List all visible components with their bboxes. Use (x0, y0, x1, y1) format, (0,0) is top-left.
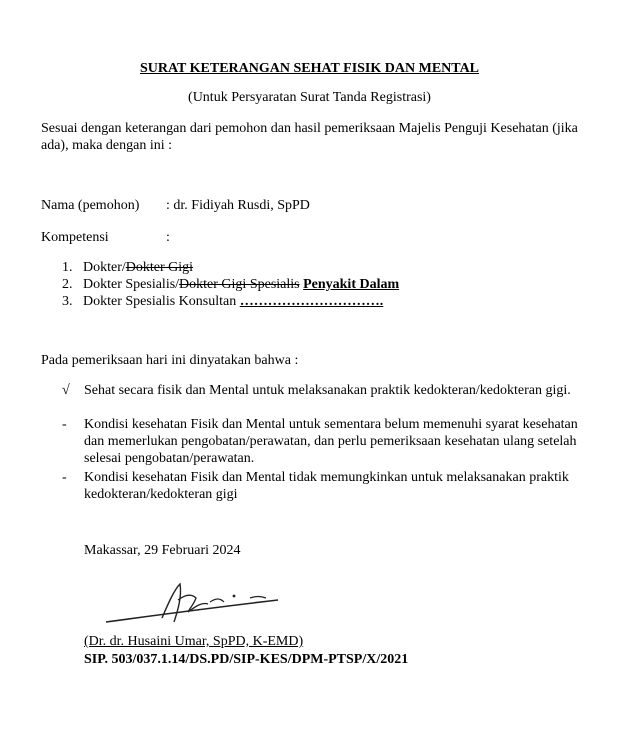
competence-item-2 (62, 276, 399, 293)
dash-mark: - (62, 470, 67, 485)
competence-label: Kompetensi (41, 230, 109, 245)
check-mark: √ (62, 383, 70, 398)
statement-healthy: Sehat secara fisik dan Mental untuk melaksanakan praktik kedokteran/kedokteran gigi. (84, 383, 571, 398)
competence-item-1 (62, 259, 399, 276)
name-value: : dr. Fidiyah Rusdi, SpPD (166, 198, 310, 213)
place-date: Makassar, 29 Februari 2024 (84, 543, 241, 558)
competence-list (62, 259, 399, 310)
dash-mark: - (62, 417, 67, 432)
struck-text: Dokter Gigi (125, 260, 194, 275)
signature-image (100, 580, 290, 635)
specialty-value: Penyakit Dalam (303, 277, 400, 292)
competence-colon: : (166, 230, 170, 245)
struck-text: Dokter Gigi Spesialis (179, 277, 300, 292)
letter-title: SURAT KETERANGAN SEHAT FISIK DAN MENTAL (139, 61, 480, 76)
statement-temporary: Kondisi kesehatan Fisik dan Mental untuk sementara belum memenuhi syarat kesehatan dan memerlukan pengobatan/perawatan, dan perlu pemeriksaan kesehatan ulang setelah selesai pengobatan/perawatan. (84, 417, 578, 466)
competence-prefix: Dokter/ (83, 260, 126, 275)
letter-subtitle: (Untuk Persyaratan Surat Tanda Registrasi) (188, 90, 431, 105)
examination-lead: Pada pemeriksaan hari ini dinyatakan bahwa : (41, 353, 299, 368)
list-number: 2. (62, 277, 73, 292)
name-label: Nama (pemohon) (41, 198, 140, 213)
list-number: 3. (62, 294, 73, 309)
competence-item-3 (62, 293, 399, 310)
sip-number: SIP. 503/037.1.14/DS.PD/SIP-KES/DPM-PTSP/X/2021 (84, 652, 409, 667)
consultant-blank: …………………………. (239, 294, 384, 309)
statement-unfit: Kondisi kesehatan Fisik dan Mental tidak memungkinkan untuk melaksanakan praktik kedokteran/kedokteran gigi (84, 470, 569, 502)
competence-prefix: Dokter Spesialis Konsultan (83, 294, 240, 309)
intro-paragraph: Sesuai dengan keterangan dari pemohon dan hasil pemeriksaan Majelis Penguji Kesehatan (jika ada), maka dengan ini : (41, 121, 578, 153)
competence-prefix: Dokter Spesialis/ (83, 277, 180, 292)
list-number: 1. (62, 260, 73, 275)
doctor-name: (Dr. dr. Husaini Umar, SpPD, K-EMD) (84, 634, 304, 649)
